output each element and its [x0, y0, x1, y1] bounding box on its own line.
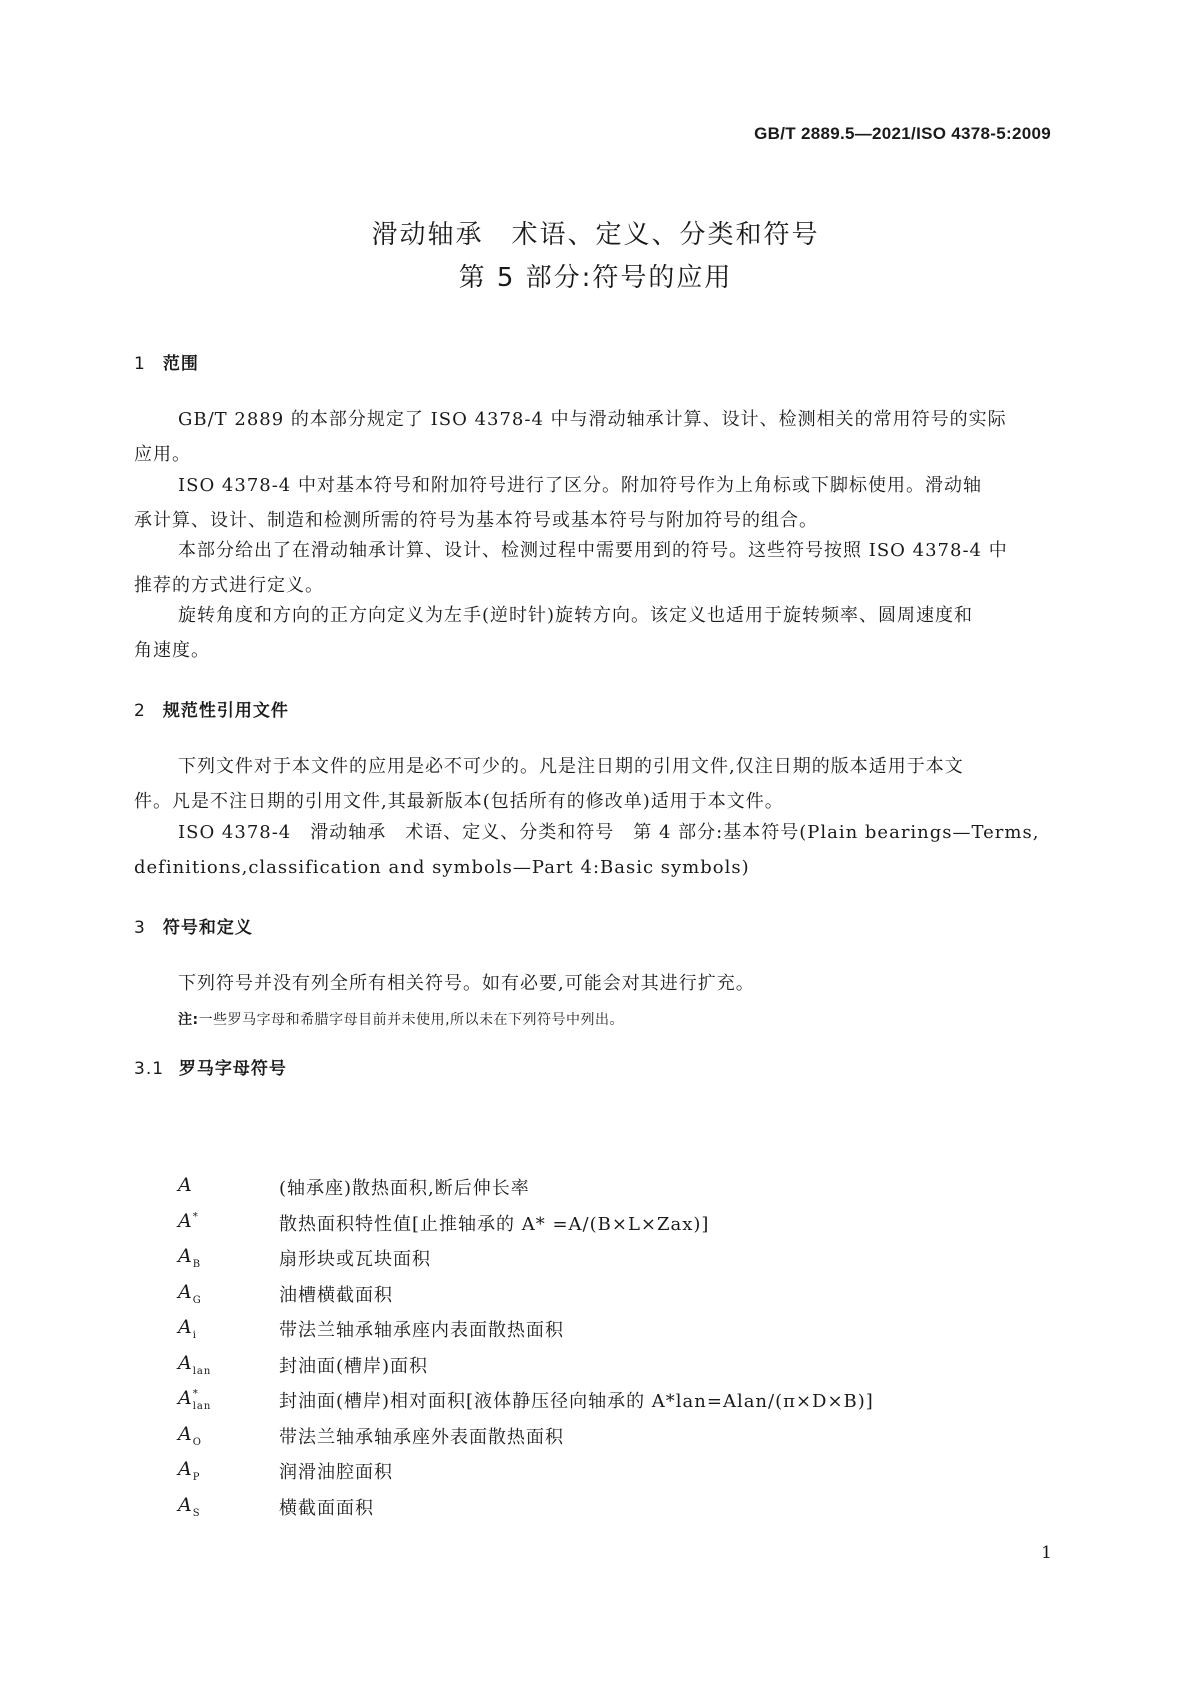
- section-number: 1: [134, 354, 146, 374]
- section-number: 2: [134, 701, 146, 721]
- symbol-row: [178, 1174, 1078, 1210]
- symbol-description: 散热面积特性值[止推轴承的 A* =A/(B×L×Zax)]: [279, 1213, 710, 1235]
- symbol-row: [178, 1281, 1078, 1317]
- note-label: 注:: [178, 1012, 199, 1028]
- symbol-description: 封油面(槽岸)面积: [279, 1355, 429, 1377]
- section-2-heading: [134, 696, 289, 721]
- page-number: 1: [1041, 1543, 1052, 1563]
- symbol-row: [178, 1210, 1078, 1246]
- symbol: A*: [178, 1209, 199, 1232]
- section-3-1-heading: [134, 1054, 287, 1079]
- symbol-description: 扇形块或瓦块面积: [279, 1249, 431, 1270]
- section-1-paragraph-2: ISO 4378-4 中对基本符号和附加符号进行了区分。附加符号作为上角标或下脚标使用。滑动轴 承计算、设计、制造和检测所需的符号为基本符号或基本符号与附加符号的组合。: [134, 475, 982, 531]
- section-1-paragraph-4: 旋转角度和方向的正方向定义为左手(逆时针)旋转方向。该定义也适用于旋转频率、圆周速度和 角速度。: [134, 605, 974, 661]
- symbol: $A_P$: [178, 1458, 201, 1483]
- section-title: 罗马字母符号: [178, 1059, 287, 1079]
- standard-code: GB/T 2889.5—2021/ISO 4378-5:2009: [754, 124, 1051, 143]
- symbol: $A_O$: [178, 1422, 202, 1448]
- symbol-description: (轴承座)散热面积,断后伸长率: [279, 1178, 530, 1199]
- section-2-paragraph-1: 下列文件对于本文件的应用是必不可少的。凡是注日期的引用文件,仅注日期的版本适用于本文 件。凡是不注日期的引用文件,其最新版本(包括所有的修改单)适用于本文件。: [134, 756, 964, 812]
- symbol-description: 润滑油腔面积: [279, 1462, 393, 1483]
- symbol-description: 带法兰轴承轴承座内表面散热面积: [279, 1320, 564, 1341]
- section-1-paragraph-1: GB/T 2889 的本部分规定了 ISO 4378-4 中与滑动轴承计算、设计、检测相关的常用符号的实际 应用。: [134, 409, 1007, 465]
- symbol: $A_B$: [178, 1245, 202, 1270]
- symbol-description: 油槽横截面积: [279, 1284, 393, 1306]
- symbol-row: [178, 1458, 1078, 1494]
- section-title: 规范性引用文件: [162, 701, 289, 721]
- symbol: A: [178, 1174, 193, 1196]
- symbol: $A_G$: [178, 1280, 202, 1306]
- section-1-heading: [134, 349, 199, 374]
- section-number: 3: [134, 918, 146, 938]
- section-3-note: [178, 1009, 624, 1029]
- symbol: $A^*_{lan}$: [178, 1387, 212, 1412]
- section-3-paragraph: 下列符号并没有列全所有相关符号。如有必要,可能会对其进行扩充。: [178, 973, 755, 994]
- symbol-row: [178, 1423, 1078, 1459]
- symbol: $A_{lan}$: [178, 1351, 212, 1377]
- section-number: 3.1: [134, 1059, 165, 1079]
- symbol-row: [178, 1494, 1078, 1530]
- symbol-row: [178, 1316, 1078, 1352]
- symbol: $A_i$: [178, 1316, 197, 1341]
- symbol-row: [178, 1387, 1078, 1423]
- symbol-list: [178, 1174, 1078, 1529]
- section-title: 范围: [162, 354, 199, 374]
- symbol-description: 横截面面积: [279, 1497, 374, 1519]
- symbol-row: [178, 1245, 1078, 1281]
- section-1-paragraph-3: 本部分给出了在滑动轴承计算、设计、检测过程中需要用到的符号。这些符号按照 ISO 4378-4 中 推荐的方式进行定义。: [134, 540, 1008, 596]
- symbol-description: 封油面(槽岸)相对面积[液体静压径向轴承的 A*lan=Alan/(π×D×B)]: [279, 1391, 874, 1412]
- symbol-row: [178, 1352, 1078, 1388]
- symbol-description: 带法兰轴承轴承座外表面散热面积: [279, 1426, 564, 1448]
- note-text: 一些罗马字母和希腊字母目前并未使用,所以未在下列符号中列出。: [198, 1012, 625, 1028]
- section-title: 符号和定义: [162, 918, 253, 938]
- document-title-line1: 滑动轴承 术语、定义、分类和符号: [371, 220, 820, 250]
- symbol: $A_S$: [178, 1493, 201, 1519]
- section-2-reference: ISO 4378-4 滑动轴承 术语、定义、分类和符号 第 4 部分:基本符号(Plain bearings—Terms, definitions,classification and symbols—Part 4:Basic symbols): [134, 822, 1040, 878]
- section-3-heading: [134, 913, 253, 938]
- document-title-line2: 第 5 部分:符号的应用: [458, 263, 733, 293]
